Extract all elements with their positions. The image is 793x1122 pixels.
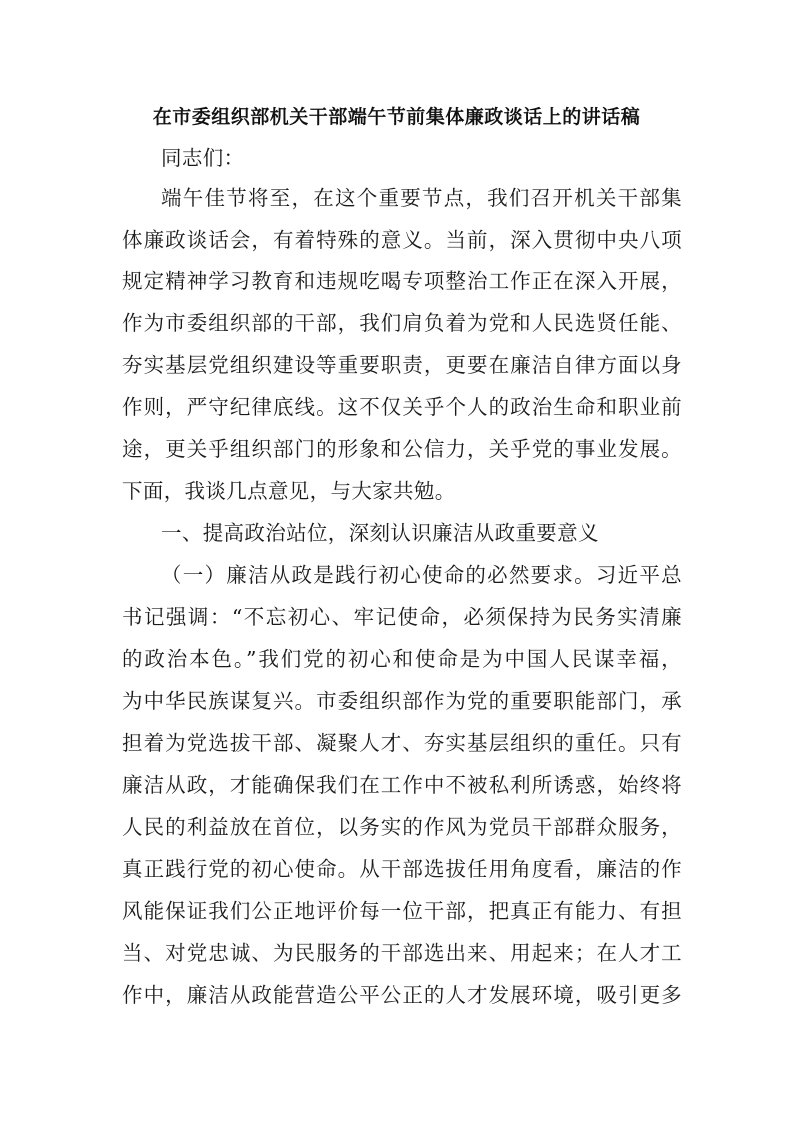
- paragraph-line: 作中，廉洁从政能营造公平公正的人才发展环境，吸引更多: [122, 983, 682, 1007]
- paragraph-line: 风能保证我们公正地评价每一位干部，把真正有能力、有担: [122, 899, 682, 923]
- paragraph-line: 下面，我谈几点意见，与大家共勉。: [122, 479, 456, 503]
- paragraph-line: 当、对党忠诚、为民服务的干部选出来、用起来；在人才工: [122, 941, 682, 965]
- paragraph-line: 的政治本色。”我们党的初心和使命是为中国人民谋幸福，: [122, 647, 682, 671]
- document-title: 在市委组织部机关干部端午节前集体廉政谈话上的讲话稿: [152, 106, 641, 128]
- paragraph-line: 规定精神学习教育和违规吃喝专项整治工作正在深入开展，: [122, 269, 682, 293]
- paragraph-line: 真正践行党的初心使命。从干部选拔任用角度看，廉洁的作: [122, 857, 682, 881]
- paragraph-line: 廉洁从政，才能确保我们在工作中不被私利所诱惑，始终将: [122, 773, 682, 797]
- salutation: 同志们：: [161, 146, 245, 170]
- paragraph-line: 作则，严守纪律底线。这不仅关乎个人的政治生命和职业前: [122, 395, 682, 419]
- paragraph-line: 途，更关乎组织部门的形象和公信力，关乎党的事业发展。: [122, 437, 682, 461]
- paragraph-line: 体廉政谈话会，有着特殊的意义。当前，深入贯彻中央八项: [122, 228, 682, 252]
- paragraph-line: 端午佳节将至，在这个重要节点，我们召开机关干部集: [161, 186, 682, 210]
- paragraph-line: 夯实基层党组织建设等重要职责，更要在廉洁自律方面以身: [122, 353, 682, 377]
- paragraph-line: （一）廉洁从政是践行初心使命的必然要求。习近平总: [161, 563, 682, 587]
- paragraph-line: 为中华民族谋复兴。市委组织部作为党的重要职能部门，承: [122, 689, 682, 713]
- paragraph-line: 书记强调：“不忘初心、牢记使命，必须保持为民务实清廉: [122, 605, 682, 629]
- paragraph-line: 担着为党选拔干部、凝聚人才、夯实基层组织的重任。只有: [122, 731, 682, 755]
- paragraph-line: 人民的利益放在首位，以务实的作风为党员干部群众服务，: [122, 815, 682, 839]
- paragraph-line: 作为市委组织部的干部，我们肩负着为党和人民选贤任能、: [122, 311, 682, 335]
- section-heading: 一、提高政治站位，深刻认识廉洁从政重要意义: [161, 521, 599, 545]
